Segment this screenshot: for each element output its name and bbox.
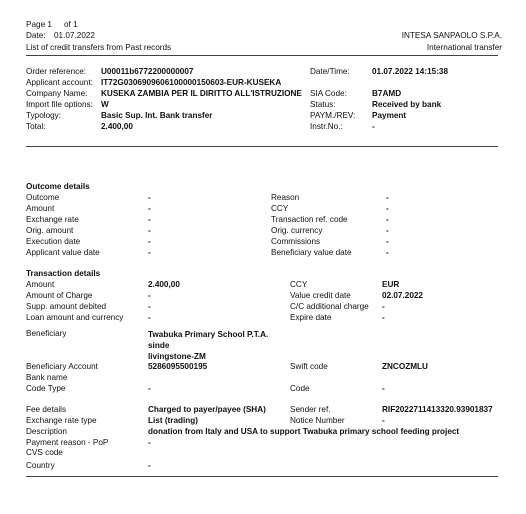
code-type-label: Code Type bbox=[26, 384, 66, 393]
country-label: Country bbox=[26, 461, 55, 470]
date-label: Date: bbox=[26, 31, 46, 40]
tx-amount-value: 2.400,00 bbox=[148, 280, 180, 289]
notice-number-value: - bbox=[382, 416, 385, 425]
orig-currency-value: - bbox=[386, 226, 389, 235]
beneficiary-label: Beneficiary bbox=[26, 329, 67, 338]
paym-rev-label: PAYM./REV: bbox=[310, 111, 356, 120]
instr-no-value: - bbox=[372, 122, 375, 131]
page-number: Page 1 bbox=[26, 20, 52, 29]
outcome-title: Outcome details bbox=[26, 182, 90, 191]
order-reference-label: Order reference: bbox=[26, 67, 87, 76]
ccy-label: CCY bbox=[271, 204, 289, 213]
orig-amount-value: - bbox=[148, 226, 151, 235]
tx-ccy-label: CCY bbox=[290, 280, 308, 289]
date-value: 01.07.2022 bbox=[54, 31, 95, 40]
import-file-options-label: Import file options: bbox=[26, 100, 93, 109]
applicant-value-date-label: Applicant value date bbox=[26, 248, 100, 257]
expire-date-label: Expire date bbox=[290, 313, 332, 322]
supp-amount-debited-value: - bbox=[148, 302, 151, 311]
applicant-account-label: Applicant account: bbox=[26, 78, 93, 87]
beneficiary-name-address: Twabuka Primary School P.T.A. sinde livingstone-ZM bbox=[148, 330, 269, 361]
applicant-account: IT72G0306909606100000150603-EUR-KUSEKA bbox=[101, 78, 282, 87]
notice-number-label: Notice Number bbox=[290, 416, 345, 425]
status-label: Status: bbox=[310, 100, 336, 109]
typology-label: Typology: bbox=[26, 111, 62, 120]
payment-reason-label: Payment reason - PoP bbox=[26, 438, 109, 447]
supp-amount-debited-label: Supp. amount debited bbox=[26, 302, 107, 311]
code-label: Code bbox=[290, 384, 310, 393]
order-reference: U00011b6772200000007 bbox=[101, 67, 194, 76]
sender-ref-value: RIF2022711413320.93901837 bbox=[382, 405, 493, 414]
amount-label: Amount bbox=[26, 204, 55, 213]
execution-date-label: Execution date bbox=[26, 237, 81, 246]
tx-amount-label: Amount bbox=[26, 280, 55, 289]
datetime-label: Date/Time: bbox=[310, 67, 350, 76]
execution-date-value: - bbox=[148, 237, 151, 246]
value-credit-date-label: Value credit date bbox=[290, 291, 351, 300]
instr-no-label: Instr.No.: bbox=[310, 122, 343, 131]
list-title: List of credit transfers from Past records bbox=[26, 43, 172, 52]
applicant-value-date-value: - bbox=[148, 248, 151, 257]
header-divider bbox=[26, 55, 498, 56]
value-credit-date-value: 02.07.2022 bbox=[382, 291, 423, 300]
loan-amount-value: - bbox=[148, 313, 151, 322]
swift-code-value: ZNCOZMLU bbox=[382, 362, 428, 371]
fee-details-value: Charged to payer/payee (SHA) bbox=[148, 405, 266, 414]
reason-label: Reason bbox=[271, 193, 300, 202]
typology: Basic Sup. Int. Bank transfer bbox=[101, 111, 213, 120]
sender-ref-label: Sender ref. bbox=[290, 405, 331, 414]
commissions-label: Commissions bbox=[271, 237, 321, 246]
bank-name-label: Bank name bbox=[26, 373, 68, 382]
footer-divider bbox=[26, 476, 498, 477]
cc-additional-charge-label: C/C additional charge bbox=[290, 302, 369, 311]
outcome-label: Outcome bbox=[26, 193, 60, 202]
bank-name: INTESA SANPAOLO S.P.A. bbox=[401, 31, 502, 40]
code-value: - bbox=[382, 384, 385, 393]
document-type: International transfer bbox=[426, 43, 502, 52]
exchange-rate-value: - bbox=[148, 215, 151, 224]
description-value: donation from Italy and USA to support Twabuka primary school feeding project bbox=[148, 427, 460, 436]
company-name: KUSEKA ZAMBIA PER IL DIRITTO ALL'ISTRUZIONE bbox=[101, 89, 302, 98]
swift-code-label: Swift code bbox=[290, 362, 328, 371]
tx-ccy-value: EUR bbox=[382, 280, 400, 289]
orig-currency-label: Orig. currency bbox=[271, 226, 323, 235]
transaction-title: Transaction details bbox=[26, 269, 101, 278]
expire-date-value: - bbox=[382, 313, 385, 322]
page-count: of 1 bbox=[64, 20, 78, 29]
loan-amount-label: Loan amount and currency bbox=[26, 313, 124, 322]
beneficiary-value-date-label: Beneficiary value date bbox=[271, 248, 352, 257]
cvs-code-label: CVS code bbox=[26, 448, 63, 457]
exchange-rate-type-label: Exchange rate type bbox=[26, 416, 97, 425]
amount-value: - bbox=[148, 204, 151, 213]
code-type-value: - bbox=[148, 384, 151, 393]
amount-of-charge-value: - bbox=[148, 291, 151, 300]
transaction-ref-code-value: - bbox=[386, 215, 389, 224]
exchange-rate-label: Exchange rate bbox=[26, 215, 79, 224]
datetime-value: 01.07.2022 14:15:38 bbox=[372, 67, 449, 76]
fee-details-label: Fee details bbox=[26, 405, 67, 414]
order-divider bbox=[26, 146, 498, 147]
ccy-value: - bbox=[386, 204, 389, 213]
import-file-options: W bbox=[101, 100, 109, 109]
company-name-label: Company Name: bbox=[26, 89, 88, 98]
commissions-value: - bbox=[386, 237, 389, 246]
cc-additional-charge-value: - bbox=[382, 302, 385, 311]
reason-value: - bbox=[386, 193, 389, 202]
description-label: Description bbox=[26, 427, 67, 436]
status-value: Received by bank bbox=[372, 100, 442, 109]
country-value: - bbox=[148, 461, 151, 470]
paym-rev-value: Payment bbox=[372, 111, 407, 120]
beneficiary-account-label: Beneficiary Account bbox=[26, 362, 98, 371]
sia-code-label: SIA Code: bbox=[310, 89, 347, 98]
sia-code: B7AMD bbox=[372, 89, 402, 98]
transaction-ref-code-label: Transaction ref. code bbox=[271, 215, 348, 224]
orig-amount-label: Orig. amount bbox=[26, 226, 74, 235]
beneficiary-account-value: 5286095500195 bbox=[148, 362, 208, 371]
amount-of-charge-label: Amount of Charge bbox=[26, 291, 93, 300]
total-value: 2.400,00 bbox=[101, 122, 133, 131]
total-label: Total: bbox=[26, 122, 46, 131]
outcome-value: - bbox=[148, 193, 151, 202]
beneficiary-value-date-value: - bbox=[386, 248, 389, 257]
payment-reason-value: - bbox=[148, 438, 151, 447]
exchange-rate-type-value: List (trading) bbox=[148, 416, 199, 425]
